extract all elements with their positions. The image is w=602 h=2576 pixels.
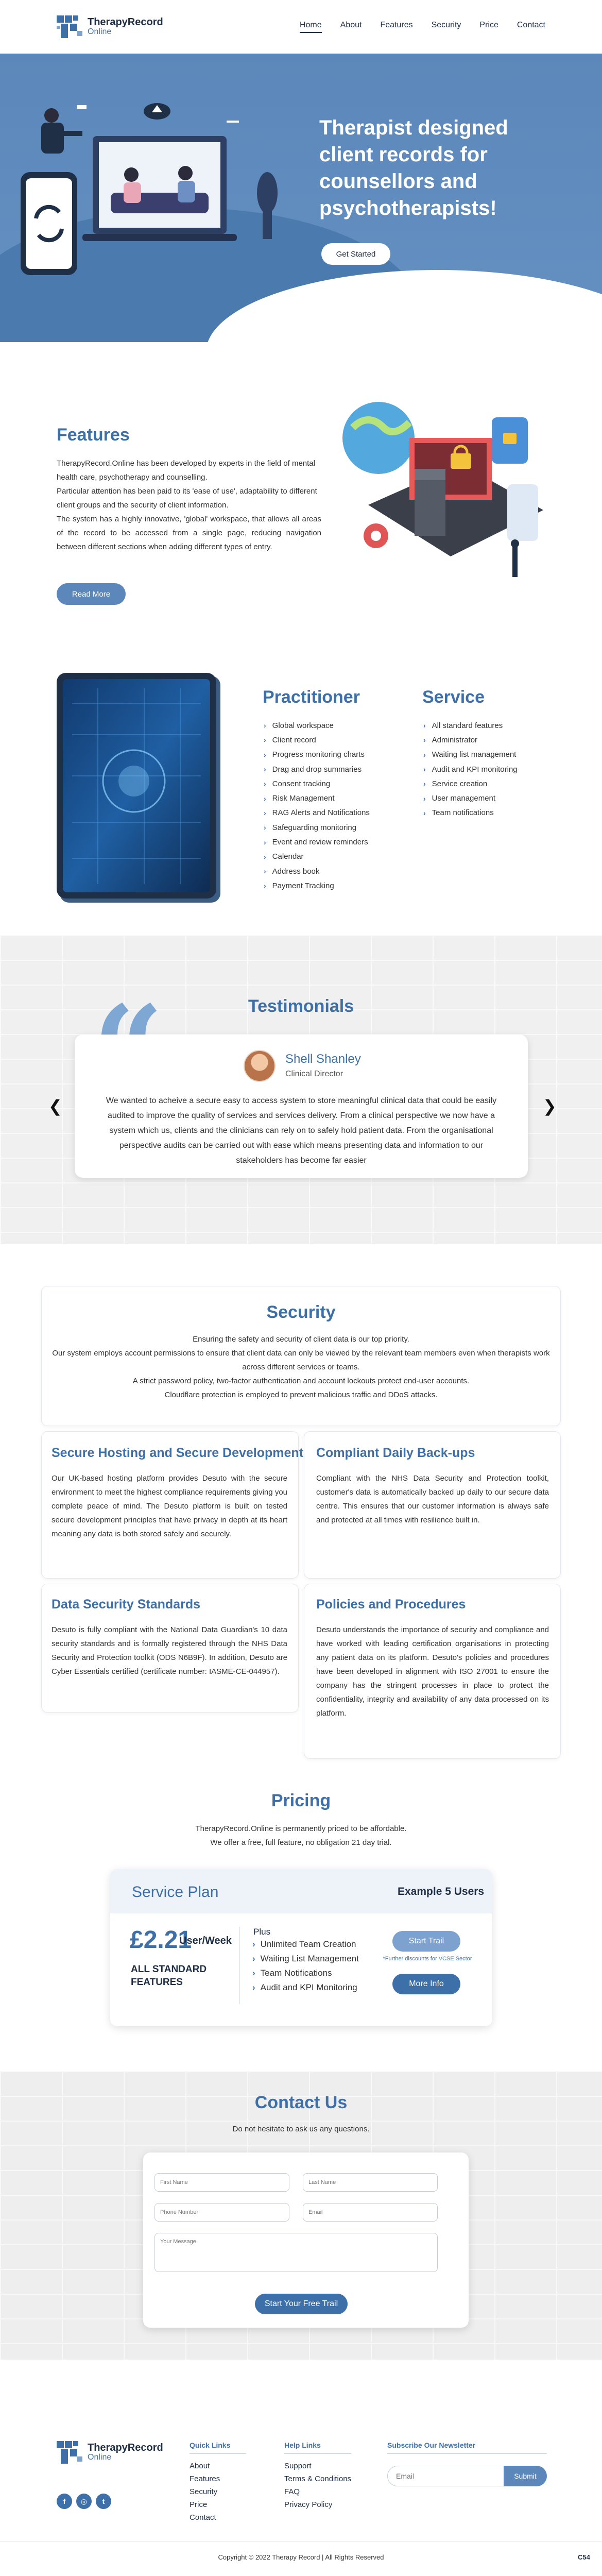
chevron-right-icon: › [264,765,266,774]
nav-home[interactable]: Home [300,21,322,33]
list-item: › User management [423,794,496,803]
testimonials-title: Testimonials [248,996,354,1016]
footer-logo[interactable] [57,2441,163,2464]
logo-mark-icon [57,2441,83,2464]
plan-discount-note: *Further discounts for VCSE Sector [383,1956,472,1962]
corner-badge: C54 [578,2553,590,2561]
chevron-right-icon: › [264,750,266,759]
chevron-right-icon: › [423,721,426,730]
quick-links-title: Quick Links [190,2441,231,2449]
nav-about[interactable]: About [340,21,362,29]
list-item: › Address book [264,867,320,876]
list-item: › Audit and KPI Monitoring [252,1982,357,1992]
list-item: › Team notifications [423,808,494,818]
contact-subtitle: Do not hesitate to ask us any questions. [232,2125,370,2133]
first-name-field[interactable] [154,2173,289,2192]
chevron-right-icon: › [423,808,426,817]
contact-title: Contact Us [254,2093,348,2112]
list-item: › Client record [264,735,316,744]
help-links-list [284,2462,351,2513]
features-title: Features [57,425,130,445]
list-item: › Unlimited Team Creation [252,1939,356,1949]
site-header [0,0,602,54]
newsletter-title: Subscribe Our Newsletter [387,2441,476,2449]
logo-line2: Online [88,2453,112,2462]
list-item: › Payment Tracking [264,881,334,890]
quick-links-list [190,2462,220,2526]
chevron-right-icon: › [252,1954,255,1963]
security-text: Ensuring the safety and security of client data is our top priority. Our system employs account permissions to ensure that client data can only be viewed by the relevant team members even when therapists work across different services or teams. A strict password policy, two-factor authentication and account lockouts protect end-user accounts. Cloudflare protection is employed to prevent malicious traffic and DDoS attacks. [52,1335,550,1399]
security-title: Security [266,1302,336,1322]
help-links-title: Help Links [284,2441,321,2449]
list-item: › Safeguarding monitoring [264,823,357,832]
standards-text: Desuto is fully compliant with the National Data Guardian's 10 data security standards and is formally registered through the NHS Data Security and Protection toolkit (ODS N6B9F). In addition, Desuto are Cyber Essentials certified (certificate number: IASME-CE-044957). [51,1625,287,1676]
chevron-right-icon: › [264,779,266,788]
social-links [57,2494,111,2509]
features-paragraph-1: TherapyRecord.Online has been developed by experts in the field of mental health care, psychotherapy and counselling. [57,459,315,482]
footer-link-privacy[interactable]: Privacy Policy [284,2500,333,2509]
plan-per-unit: User/Week [179,1935,232,1946]
nav-features[interactable]: Features [380,21,413,29]
plan-price: £2.21 [130,1926,192,1954]
hosting-text: Our UK-based hosting platform provides Desuto with the secure environment to meet the highest compliance requirements giving you complete peace of mind. The Desuto platform is built on tested secure development principles that have privacy in depth at its heart meaning any data is both stored safely and securely. [51,1474,287,1538]
chevron-right-icon: › [423,750,426,759]
list-item: › RAG Alerts and Notifications [264,808,370,818]
list-item: › Waiting List Management [252,1954,359,1963]
nav-security[interactable]: Security [431,21,461,29]
chevron-right-icon: › [423,794,426,803]
nav-contact[interactable]: Contact [517,21,545,29]
hero-title: Therapist designed client records for counsellors and psychotherapists! [319,116,508,219]
tablet-data-image [57,673,222,905]
footer-link-features[interactable]: Features [190,2475,220,2483]
chevron-right-icon: › [264,838,266,846]
chevron-right-icon: › [264,852,266,861]
start-free-trial-button[interactable]: Start Your Free Trail [255,2294,348,2314]
prev-arrow-icon[interactable]: ❮ [48,1097,62,1115]
testimonial-role: Clinical Director [285,1070,343,1078]
list-item: › All standard features [423,721,503,730]
standards-title: Data Security Standards [51,1597,200,1612]
testimonial-name: Shell Shanley [285,1052,361,1066]
backup-title: Compliant Daily Back-ups [316,1446,475,1460]
list-item: › Service creation [423,779,488,788]
backup-text: Compliant with the NHS Data Security and Protection toolkit, customer's data is automatically backed up daily to our secure data centre. This ensures that our customer information is always safe and protected at all times with resilience built in. [316,1474,549,1524]
chevron-right-icon: › [252,1939,255,1949]
hero-section [0,54,602,342]
features-text [57,456,321,554]
divider [190,2453,246,2454]
list-item: › Global workspace [264,721,334,730]
main-nav [300,21,545,33]
pricing-title: Pricing [271,1791,331,1810]
plan-feature-list [252,1937,359,1995]
policies-text: Desuto understands the importance of security and compliance and have worked with leading certification organisations in protecting any patient data on its platform. Desuto's policies and procedures have been developed in alignment with ISO 27001 to ensure the company has the stringent processes in place to protect the confidentiality, integrity and availability of any data processed on its platform. [316,1625,549,1718]
get-started-button[interactable]: Get Started [321,243,390,265]
policies-title: Policies and Procedures [316,1597,466,1612]
hosting-title: Secure Hosting and Secure Development [51,1446,304,1460]
list-item: › Waiting list management [423,750,517,759]
features-paragraph-3: The system has a highly innovative, 'global' workspace, that allows all areas of the record to be accessed from a single page, reducing navigation between different sections when adding different types of entry. [57,515,321,551]
list-item: › Administrator [423,735,478,744]
testimonial-body: We wanted to acheive a secure easy to access system to store meaningful clinical data that could be easily audited to improve the quality of services and services delivery. From a clinical perspective we now have a system which us, clients and the clinicians can rely on to safely hold patient data. From the organisational perspective audits can be carried out with ease which means presenting data and information to our stakeholders has become far easier [106,1096,497,1165]
chevron-right-icon: › [423,779,426,788]
chevron-right-icon: › [264,794,266,803]
twitter-icon[interactable]: t [96,2494,111,2509]
list-item: › Team Notifications [252,1968,332,1978]
chevron-right-icon: › [264,882,266,890]
chevron-right-icon: › [264,823,266,832]
plan-name: Service Plan [132,1884,219,1901]
service-list [423,718,518,820]
chevron-right-icon: › [264,808,266,817]
list-item: › Calendar [264,852,304,861]
plan-features-label: ALL STANDARD FEATURES [131,1964,207,1988]
service-title: Service [422,687,485,707]
list-item: › Consent tracking [264,779,331,788]
list-item: › Audit and KPI monitoring [423,765,518,774]
phone-field[interactable] [154,2203,289,2222]
last-name-field[interactable] [303,2173,438,2192]
security-illustration-icon [337,392,554,598]
hero-illustration-icon [0,100,319,316]
plan-plus: Plus [253,1927,271,1937]
chevron-right-icon: › [264,736,266,744]
next-arrow-icon[interactable]: ❯ [543,1097,557,1115]
footer-link-security[interactable]: Security [190,2487,218,2496]
list-item: › Progress monitoring charts [264,750,365,759]
logo[interactable] [57,15,163,38]
list-item: › Event and review reminders [264,838,368,847]
instagram-icon[interactable]: ◎ [76,2494,92,2509]
features-paragraph-2: Particular attention has been paid to its 'ease of use', adaptability to different client groups and the security of client information. [57,487,317,510]
footer-link-terms[interactable]: Terms & Conditions [284,2475,352,2483]
message-field[interactable] [154,2233,438,2272]
nav-price[interactable]: Price [479,21,498,29]
email-field[interactable] [303,2203,438,2222]
chevron-right-icon: › [264,867,266,876]
footer-link-support[interactable]: Support [284,2462,312,2470]
logo-line2: Online [88,27,112,37]
newsletter-submit-button[interactable]: Submit [504,2466,547,2486]
pricing-text: TherapyRecord.Online is permanently priced to be affordable. We offer a free, full feature, no obligation 21 day trial. [195,1824,407,1847]
list-item: › Drag and drop summaries [264,765,362,774]
start-trial-button[interactable]: Start Trail [392,1931,460,1952]
logo-line1: TherapyRecord [88,16,163,28]
divider [387,2453,547,2454]
chevron-right-icon: › [423,736,426,744]
practitioner-list [264,718,370,893]
chevron-right-icon: › [423,765,426,774]
logo-line1: TherapyRecord [88,2442,163,2454]
footer-link-price[interactable]: Price [190,2500,208,2509]
practitioner-title: Practitioner [263,687,360,707]
chevron-right-icon: › [252,1968,255,1978]
divider [284,2453,351,2454]
read-more-button[interactable]: Read More [57,583,126,605]
avatar [244,1050,276,1082]
list-item: › Risk Management [264,794,335,803]
copyright-text: Copyright © 2022 Therapy Record | All Rights Reserved [218,2553,384,2561]
chevron-right-icon: › [264,721,266,730]
footer-link-contact[interactable]: Contact [190,2513,216,2522]
chevron-right-icon: › [252,1982,255,1992]
logo-mark-icon [57,15,83,38]
newsletter-email-input[interactable] [387,2466,505,2486]
plan-users: Example 5 Users [398,1886,485,1897]
footer-link-about[interactable]: About [190,2462,210,2470]
more-info-button[interactable]: More Info [392,1974,460,1994]
facebook-icon[interactable]: f [57,2494,72,2509]
footer-link-faq[interactable]: FAQ [284,2487,300,2496]
